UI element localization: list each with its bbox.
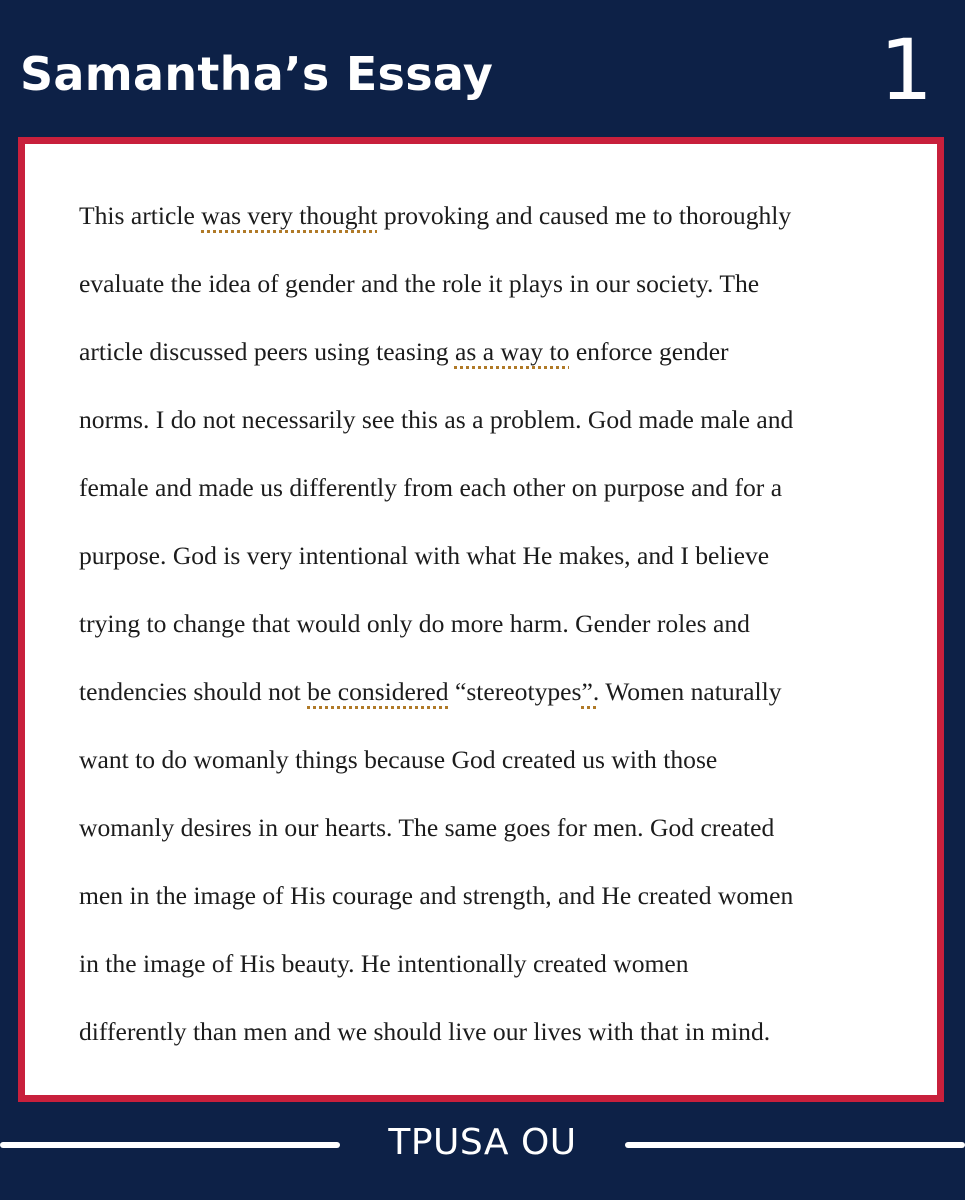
essay-text-segment: norms. I do not necessarily see this as a problem. God made male and: [79, 405, 794, 434]
page-title: Samantha’s Essay: [20, 47, 494, 101]
essay-line: [79, 658, 909, 726]
essay-text-segment: differently than men and we should live our lives with that in mind.: [79, 1017, 771, 1046]
essay-text-segment: men in the image of His courage and strength, and He created women: [79, 881, 794, 910]
flagged-phrase: ”.: [581, 677, 600, 706]
essay-text-segment: female and made us differently from each other on purpose and for a: [79, 473, 783, 502]
essay-text-segment: evaluate the idea of gender and the role it plays in our society. The: [79, 269, 760, 298]
essay-text-segment: tendencies should not: [79, 677, 308, 706]
essay-text-segment: Women naturally: [599, 677, 782, 706]
essay-text-segment: This article: [79, 201, 202, 230]
essay-text-segment: provoking and caused me to thoroughly: [377, 201, 792, 230]
essay-line: [79, 522, 909, 590]
essay-text-segment: purpose. God is very intentional with what He makes, and I believe: [79, 541, 770, 570]
essay-line: [79, 590, 909, 658]
footer-divider-left: [0, 1142, 340, 1148]
essay-line: [79, 250, 909, 318]
essay-line: [79, 862, 909, 930]
essay-text-segment: “stereotypes: [448, 677, 582, 706]
essay-line: [79, 454, 909, 522]
flagged-phrase: as a way to: [454, 337, 570, 366]
flagged-phrase: was very thought: [201, 201, 378, 230]
essay-text-segment: want to do womanly things because God created us with those: [79, 745, 718, 774]
essay-text-segment: womanly desires in our hearts. The same goes for men. God created: [79, 813, 775, 842]
essay-text: [79, 182, 909, 1066]
page-number: 1: [879, 21, 933, 119]
essay-card: [18, 137, 944, 1102]
flagged-phrase: be considered: [307, 677, 449, 706]
essay-line: [79, 998, 909, 1066]
essay-line: [79, 182, 909, 250]
essay-text-segment: in the image of His beauty. He intentionally created women: [79, 949, 689, 978]
essay-text-segment: trying to change that would only do more harm. Gender roles and: [79, 609, 750, 638]
essay-line: [79, 726, 909, 794]
essay-line: [79, 794, 909, 862]
essay-line: [79, 930, 909, 998]
essay-text-segment: article discussed peers using teasing: [79, 337, 455, 366]
essay-line: [79, 386, 909, 454]
essay-text-segment: enforce gender: [569, 337, 729, 366]
footer-divider-right: [625, 1142, 965, 1148]
footer-label: TPUSA OU: [388, 1122, 577, 1163]
essay-line: [79, 318, 909, 386]
